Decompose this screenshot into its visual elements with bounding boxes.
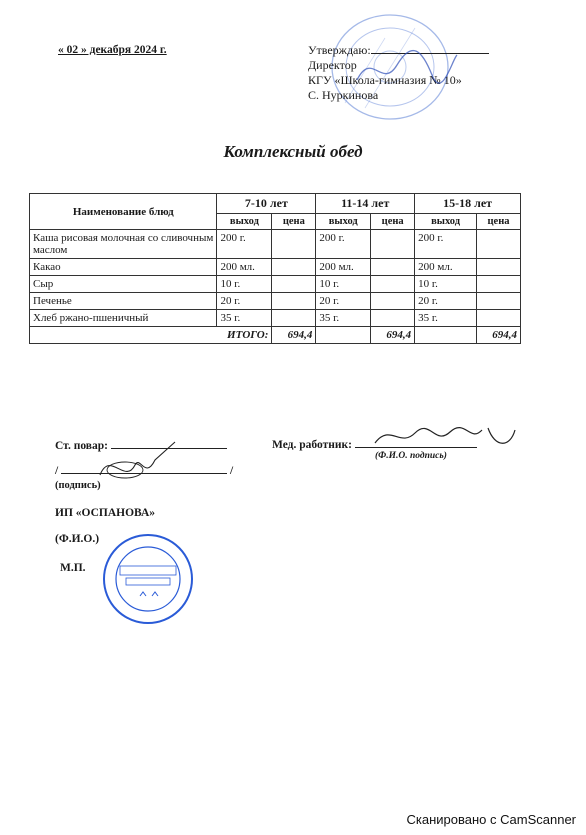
table-total-row	[30, 327, 521, 344]
dish-price	[371, 259, 415, 276]
dish-price	[477, 276, 521, 293]
school-name: КГУ «Школа-гимназия № 10»	[308, 73, 462, 87]
table-row	[30, 310, 521, 327]
dish-name: Печенье	[30, 293, 217, 310]
med-label: Мед. работник:	[272, 439, 352, 451]
dish-out: 10 г.	[217, 276, 272, 293]
table-header-row	[30, 194, 521, 214]
mp-label: М.П.	[60, 562, 86, 574]
dish-name: Какао	[30, 259, 217, 276]
director-signature	[352, 40, 462, 100]
subheader-price: цена	[477, 214, 521, 230]
scanner-watermark: Сканировано с CamScanner	[406, 812, 576, 827]
med-caption: (Ф.И.О. подпись)	[375, 451, 447, 461]
director-name: С. Нуркинова	[308, 88, 379, 102]
menu-table	[29, 193, 521, 344]
document-date: « 02 » декабря 2024 г.	[58, 44, 167, 56]
total-price-age-1: 694,4	[272, 327, 316, 344]
med-signature	[370, 418, 520, 456]
dish-price	[371, 310, 415, 327]
cook-label: Ст. повар:	[55, 440, 108, 452]
table-row	[30, 293, 521, 310]
total-label: ИТОГО:	[30, 327, 272, 344]
cook-signature	[95, 440, 185, 490]
document-title: Комплексный обед	[223, 142, 363, 161]
dish-price	[371, 230, 415, 259]
subheader-out: выход	[415, 214, 477, 230]
dish-price	[272, 293, 316, 310]
table-row	[30, 259, 521, 276]
dish-price	[272, 230, 316, 259]
company-stamp	[100, 532, 196, 626]
column-header-name: Наименование блюд	[30, 194, 217, 230]
cook-slash-left: /	[55, 465, 59, 477]
dish-name: Каша рисовая молочная со сливочным маслом	[30, 230, 217, 259]
director-title: Директор	[308, 58, 357, 72]
dish-name: Сыр	[30, 276, 217, 293]
subheader-out: выход	[217, 214, 272, 230]
subheader-price: цена	[371, 214, 415, 230]
column-header-age-2: 11-14 лет	[316, 194, 415, 214]
dish-price	[272, 259, 316, 276]
dish-out: 20 г.	[415, 293, 477, 310]
dish-price	[371, 276, 415, 293]
total-empty	[316, 327, 371, 344]
approve-label: Утверждаю:	[308, 43, 371, 57]
dish-price	[477, 310, 521, 327]
total-price-age-3: 694,4	[477, 327, 521, 344]
dish-out: 20 г.	[217, 293, 272, 310]
subheader-price: цена	[272, 214, 316, 230]
dish-out: 200 мл.	[217, 259, 272, 276]
dish-price	[272, 310, 316, 327]
dish-out: 35 г.	[217, 310, 272, 327]
dish-out: 200 мл.	[415, 259, 477, 276]
dish-out: 35 г.	[316, 310, 371, 327]
column-header-age-3: 15-18 лет	[415, 194, 521, 214]
total-empty	[415, 327, 477, 344]
dish-out: 10 г.	[415, 276, 477, 293]
subheader-out: выход	[316, 214, 371, 230]
dish-name: Хлеб ржано-пшеничный	[30, 310, 217, 327]
table-row	[30, 230, 521, 259]
column-header-age-1: 7-10 лет	[217, 194, 316, 214]
dish-out: 200 г.	[415, 230, 477, 259]
dish-out: 200 г.	[316, 230, 371, 259]
dish-price	[477, 230, 521, 259]
company-name: ИП «ОСПАНОВА»	[55, 507, 156, 519]
dish-price	[371, 293, 415, 310]
dish-out: 200 г.	[217, 230, 272, 259]
dish-out: 35 г.	[415, 310, 477, 327]
dish-out: 10 г.	[316, 276, 371, 293]
table-row	[30, 276, 521, 293]
dish-price	[272, 276, 316, 293]
cook-sign-caption: (подпись)	[55, 480, 101, 491]
cook-slash-right: /	[229, 465, 234, 477]
dish-price	[477, 293, 521, 310]
dish-price	[477, 259, 521, 276]
dish-out: 200 мл.	[316, 259, 371, 276]
total-price-age-2: 694,4	[371, 327, 415, 344]
fio-caption: (Ф.И.О.)	[55, 533, 100, 545]
dish-out: 20 г.	[316, 293, 371, 310]
